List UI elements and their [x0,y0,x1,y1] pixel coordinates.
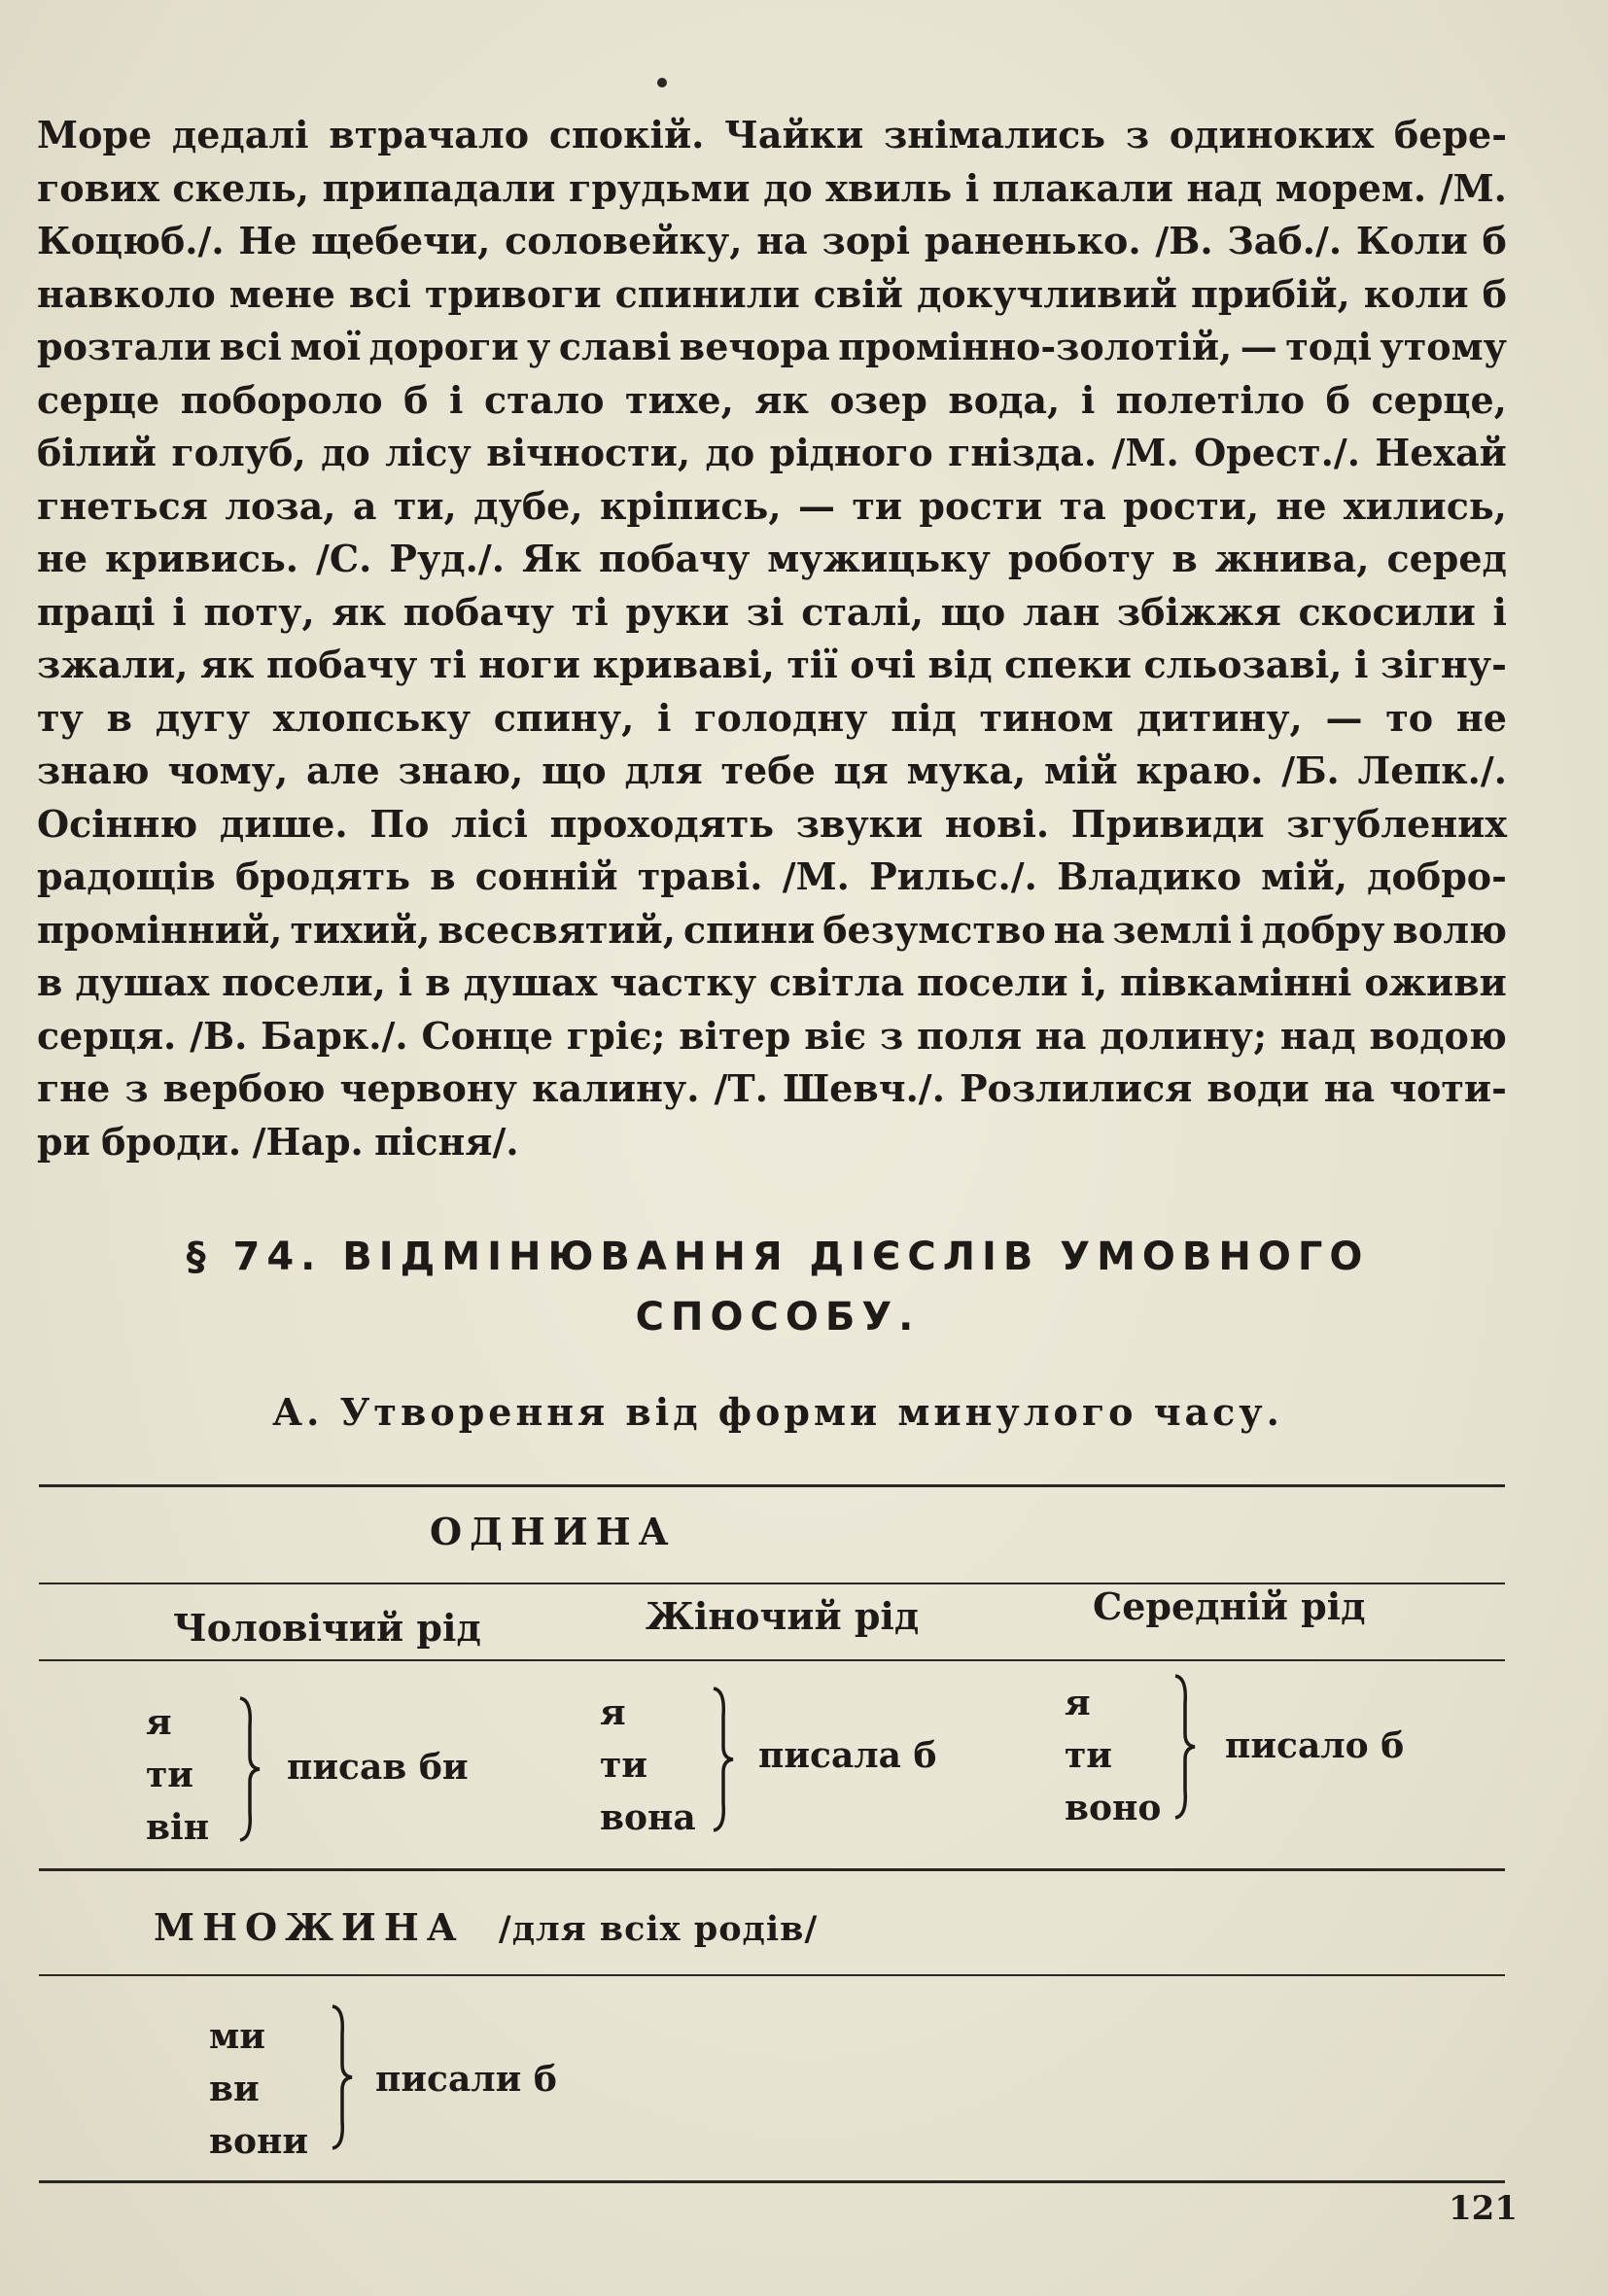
prose-word: над [1186,165,1263,210]
table-top-rule [39,1484,1505,1487]
prose-word: тихе, [625,377,734,422]
prose-line [37,268,1507,322]
prose-word: броди. [101,1119,242,1164]
prose-word: з [124,1066,149,1110]
prose-word: дугу [155,695,251,740]
pronoun: ти [1065,1735,1113,1776]
prose-word: /В. [190,1013,248,1058]
prose-word: всі [349,271,411,316]
prose-word: і [398,960,413,1004]
prose-word: озер [829,377,927,422]
prose-word: на [756,219,808,262]
prose-word: побороло [180,377,383,422]
masculine-brace [236,1696,262,1842]
prose-word: долину; [1100,1013,1268,1058]
plural-brace [329,2004,354,2150]
prose-word: спину, [493,695,635,740]
prose-word: лоза, [225,483,336,528]
prose-word: ті [571,589,609,634]
prose-word: Сонце [421,1013,554,1058]
prose-word: згублених [1286,801,1507,846]
prose-word: криваві, [592,643,775,686]
pronoun: ми [209,2016,265,2057]
prose-word: в [106,695,133,740]
prose-word: прибій, [1191,271,1350,316]
prose-word: знаю, [398,748,524,792]
prose-word: б [1482,271,1507,316]
prose-word: Руд./. [389,537,505,580]
prose-word: стало [484,377,605,422]
prose-word: поля [917,1013,1023,1058]
prose-word: Орест./. [1194,431,1360,474]
prose-word: що [542,748,607,792]
prose-word: промінний, [37,907,283,952]
prose-word: для [624,748,703,792]
table-bottom-rule [39,2180,1505,2183]
prose-word: а [352,483,377,528]
prose-word: мужицьку [767,537,991,580]
prose-word: тоді [1285,325,1372,368]
prose-word: Чайки [724,113,864,157]
prose-word: лісу [385,431,472,474]
prose-line [37,480,1507,534]
prose-word: рости [919,483,1043,528]
col-header-neuter: Середній рід [1093,1584,1366,1628]
prose-word: як [332,589,386,634]
prose-line [37,1010,1507,1063]
prose-word: бере- [1393,113,1507,157]
prose-word: знімались [884,113,1106,157]
neuter-pronoun-list [1065,1677,1161,1834]
prose-word: на [1323,1066,1376,1110]
prose-line [37,692,1507,746]
prose-word: мій [1044,748,1118,792]
singular-header: ОДНИНА [430,1510,677,1553]
plural-pronoun-list [209,2010,308,2168]
prose-word: збіжжя [1116,589,1281,634]
prose-word: Коли [1355,219,1468,262]
pronoun: ти [600,1745,648,1786]
top-ink-dot [657,78,667,87]
masculine-pronoun-list [146,1696,209,1854]
prose-word: калину. [532,1066,700,1110]
singular-body-rule [39,1868,1505,1871]
prose-word: в [430,854,456,898]
feminine-pronoun-list [600,1687,696,1844]
prose-word: як [199,643,255,686]
neuter-verb-form: писало б [1225,1725,1405,1766]
prose-word: ноги [478,643,580,686]
prose-word: вітер [679,1013,791,1058]
prose-word: жнива, [1214,537,1370,580]
prose-word: дедалі [171,113,309,157]
prose-word: зорі [821,219,911,262]
prose-word: Осінню [37,801,198,846]
prose-word: частку [610,960,757,1004]
prose-word: коли [1363,271,1469,316]
neuter-brace [1171,1674,1197,1820]
prose-word: та [1059,483,1106,528]
prose-word: грудьми [569,165,751,210]
prose-word: гнеться [37,483,208,528]
plural-verb-form: писали б [375,2059,557,2100]
prose-word: спинили [614,271,800,316]
prose-word: ри [37,1119,90,1164]
prose-line [37,904,1507,957]
prose-word: щебечи, [311,219,491,262]
prose-word: пісня/. [374,1119,519,1164]
prose-word: від [927,643,993,686]
prose-word: навколо [37,271,216,316]
prose-word: серце [37,377,160,422]
prose-word: ті [429,643,467,686]
prose-word: /М. [1439,165,1507,210]
prose-word: над [1279,1013,1356,1058]
prose-word: тином [979,695,1114,740]
prose-word: всі [219,325,282,368]
prose-word: мій, [1261,854,1347,898]
prose-word: Розлилися [959,1066,1193,1110]
prose-word: хлопську [272,695,472,740]
prose-word: і, [1080,960,1108,1004]
prose-word: добро- [1367,854,1507,898]
prose-word: втрачало [329,113,530,157]
prose-word: але [306,748,380,792]
prose-word: полетіло [1115,377,1306,422]
prose-word: вода, [948,377,1061,422]
prose-word: б [403,377,429,422]
prose-word: мене [228,271,335,316]
prose-word: нові. [944,801,1050,846]
prose-word: кріпись, [599,483,782,528]
prose-word: і [1353,643,1369,686]
prose-word: зігну- [1380,643,1507,686]
prose-word: гнізда. [948,431,1098,474]
prose-word: серця. [37,1013,177,1058]
prose-word: дороги [368,325,519,368]
section-title-line2: СПОСОБУ. [635,1295,921,1339]
prose-word: в [37,960,63,1004]
prose-word: добру [1261,907,1385,952]
prose-word: б [1325,377,1350,422]
prose-line [37,586,1507,640]
prose-word: утому [1380,325,1507,368]
prose-word: Рильс./. [869,854,1037,898]
prose-word: одиноких [1169,113,1375,157]
pronoun: я [1065,1683,1091,1723]
section-subtitle: А. Утворення від форми минулого часу. [272,1390,1283,1434]
prose-word: Як [522,537,581,580]
prose-word: вербою [162,1066,326,1110]
prose-word: проходять [549,801,775,846]
prose-word: Не [238,219,297,262]
prose-word: скель, [172,165,309,210]
prose-word: раненько. [924,219,1141,262]
prose-word: /Т. [714,1066,768,1110]
prose-word: звуки [795,801,924,846]
prose-word: бродять [235,854,411,898]
prose-word: радощів [37,854,216,898]
prose-word: не [1276,483,1327,528]
col-header-feminine: Жіночий рід [646,1594,920,1638]
prose-word: на [1053,907,1105,952]
prose-word: /В. [1155,219,1213,262]
prose-line [37,321,1507,374]
col-header-masculine: Чоловічий рід [173,1606,481,1650]
prose-word: ту [37,695,84,740]
prose-word: — [1240,325,1277,368]
prose-word: докучливий [916,271,1177,316]
prose-word: серце, [1371,377,1507,422]
pronoun: воно [1065,1788,1162,1828]
prose-word: кривись. [105,537,298,580]
prose-word: зі [746,589,785,634]
section-title [146,1227,1410,1347]
prose-word: душах [463,960,598,1004]
prose-word: ти [852,483,903,528]
prose-word: скосили [1298,589,1476,634]
prose-word: безумство [822,907,1046,952]
pronoun: вона [600,1797,696,1838]
pronoun: вони [209,2121,309,2162]
prose-word: очі [850,643,916,686]
pronoun: він [146,1807,210,1848]
prose-word: душах [75,960,210,1004]
prose-word: соловейку, [505,219,743,262]
prose-word: праці [37,589,156,634]
prose-word: мука, [906,748,1027,792]
prose-word: Нехай [1375,431,1507,474]
prose-word: не [37,537,87,580]
prose-word: червону [339,1066,517,1110]
prose-line [37,427,1507,480]
pronoun: я [600,1692,626,1733]
prose-word: дитину, [1136,695,1303,740]
prose-word: побачу [266,643,418,686]
prose-word: морем. [1275,165,1427,210]
prose-word: мої [290,325,362,368]
prose-word: чому, [167,748,289,792]
prose-word: води [1206,1066,1310,1110]
prose-word: і [1240,907,1254,952]
prose-word: під [891,695,957,740]
prose-word: водою [1369,1013,1507,1058]
prose-word: спеки [1004,643,1132,686]
prose-line [37,639,1507,692]
prose-word: Привиди [1070,801,1265,846]
prose-word: з [880,1013,904,1058]
prose-word: руки [625,589,730,634]
prose-line [37,957,1507,1010]
prose-word: краю. [1136,748,1264,792]
prose-word: Заб./. [1227,219,1343,262]
prose-word: ця [833,748,889,792]
prose-word: вечора [679,325,830,368]
prose-word: серед [1386,537,1507,580]
prose-line [37,1116,1507,1169]
prose-line [37,374,1507,428]
prose-word: до [705,431,755,474]
prose-word: Шевч./. [783,1066,945,1110]
prose-line [37,533,1507,586]
prose-word: б [1482,219,1507,262]
prose-word: всесвятий, [437,907,676,952]
pronoun: ти [146,1755,194,1795]
prose-word: білий [37,431,157,474]
feminine-verb-form: писала б [758,1735,937,1776]
prose-word: Лепк./. [1357,748,1507,792]
column-header-rule [39,1659,1505,1661]
prose-word: тихий, [290,907,431,952]
prose-word: в [1171,537,1198,580]
prose-word: сталі, [801,589,924,634]
prose-word: свій [813,271,903,316]
prose-word: дубе, [473,483,583,528]
pronoun: ви [209,2069,260,2109]
prose-word: славі [558,325,672,368]
prose-word: Барк./. [261,1013,408,1058]
plural-note: /для всіх родів/ [498,1909,819,1949]
prose-word: Море [37,113,153,157]
prose-word: тривоги [425,271,602,316]
prose-line [37,1062,1507,1116]
prose-word: і [964,165,980,210]
prose-word: посели [917,960,1068,1004]
prose-word: і [657,695,672,740]
prose-word: — [1325,695,1363,740]
prose-word: голуб, [171,431,306,474]
prose-word: віє [804,1013,867,1058]
prose-word: сльозаві, [1143,643,1343,686]
prose-word: півкамінні [1120,960,1352,1004]
plural-header-row [154,1905,818,1949]
prose-line [37,162,1507,216]
plural-header-rule [39,1974,1505,1976]
prose-word: дише. [219,801,348,846]
prose-word: гріє; [566,1013,666,1058]
prose-word: Коцюб./. [37,219,225,262]
prose-word: оживи [1364,960,1507,1004]
prose-word: знаю [37,748,150,792]
prose-word: що [940,589,1006,634]
prose-word: голодну [694,695,868,740]
prose-word: світла [769,960,905,1004]
prose-word: посели, [222,960,386,1004]
prose-word: зжали, [37,643,189,686]
prose-word: /С. [316,537,372,580]
prose-paragraph [37,109,1507,1168]
prose-word: спини [683,907,816,952]
prose-word: — [797,483,835,528]
prose-word: в [425,960,451,1004]
prose-word: з [1125,113,1150,157]
prose-word: /Б. [1281,748,1340,792]
prose-word: тебе [720,748,816,792]
prose-word: у [527,325,551,368]
masculine-verb-form: писав би [287,1747,469,1788]
prose-word: роботу [1007,537,1155,580]
prose-word: промінно-золотій, [838,325,1233,368]
prose-word: /Нар. [252,1119,364,1164]
prose-word: волю [1392,907,1507,952]
prose-word: на [1034,1013,1087,1058]
prose-word: як [754,377,809,422]
prose-word: гне [37,1066,111,1110]
prose-line [37,215,1507,268]
prose-line [37,851,1507,904]
prose-word: хились, [1343,483,1507,528]
prose-word: вічности, [486,431,691,474]
prose-word: /М. [782,854,850,898]
prose-word: розтали [37,325,212,368]
prose-word: По [369,801,430,846]
prose-word: траві. [637,854,763,898]
prose-word: лан [1022,589,1101,634]
prose-word: плакали [992,165,1173,210]
page-number: 121 [1449,2189,1518,2228]
feminine-brace [710,1687,735,1832]
prose-word: то [1385,695,1434,740]
prose-word: землі [1112,907,1232,952]
section-title-line1: § 74. ВІДМІНЮВАННЯ ДІЄСЛІВ УМОВНОГО [186,1235,1370,1279]
prose-word: ти, [393,483,457,528]
prose-word: і [172,589,187,634]
prose-line [37,798,1507,852]
prose-word: рости, [1123,483,1260,528]
prose-word: не [1455,695,1507,740]
prose-line [37,745,1507,798]
prose-word: рідного [769,431,933,474]
prose-word: побачу [599,537,751,580]
prose-word: хвиль [825,165,953,210]
prose-word: припадали [322,165,556,210]
pronoun: я [146,1702,172,1743]
prose-word: до [321,431,370,474]
plural-header: МНОЖИНА [154,1905,465,1949]
prose-word: /М. [1111,431,1179,474]
prose-line [37,109,1507,162]
prose-word: і [449,377,464,422]
prose-word: сонній [474,854,618,898]
prose-word: лісі [451,801,528,846]
prose-word: гових [37,165,159,210]
prose-word: і [1492,589,1507,634]
prose-word: поту, [203,589,315,634]
prose-word: Владико [1057,854,1241,898]
prose-word: і [1080,377,1096,422]
prose-word: до [763,165,813,210]
prose-word: спокій. [548,113,705,157]
prose-word: тії [787,643,838,686]
prose-word: побачу [402,589,554,634]
prose-word: чоти- [1389,1066,1507,1110]
